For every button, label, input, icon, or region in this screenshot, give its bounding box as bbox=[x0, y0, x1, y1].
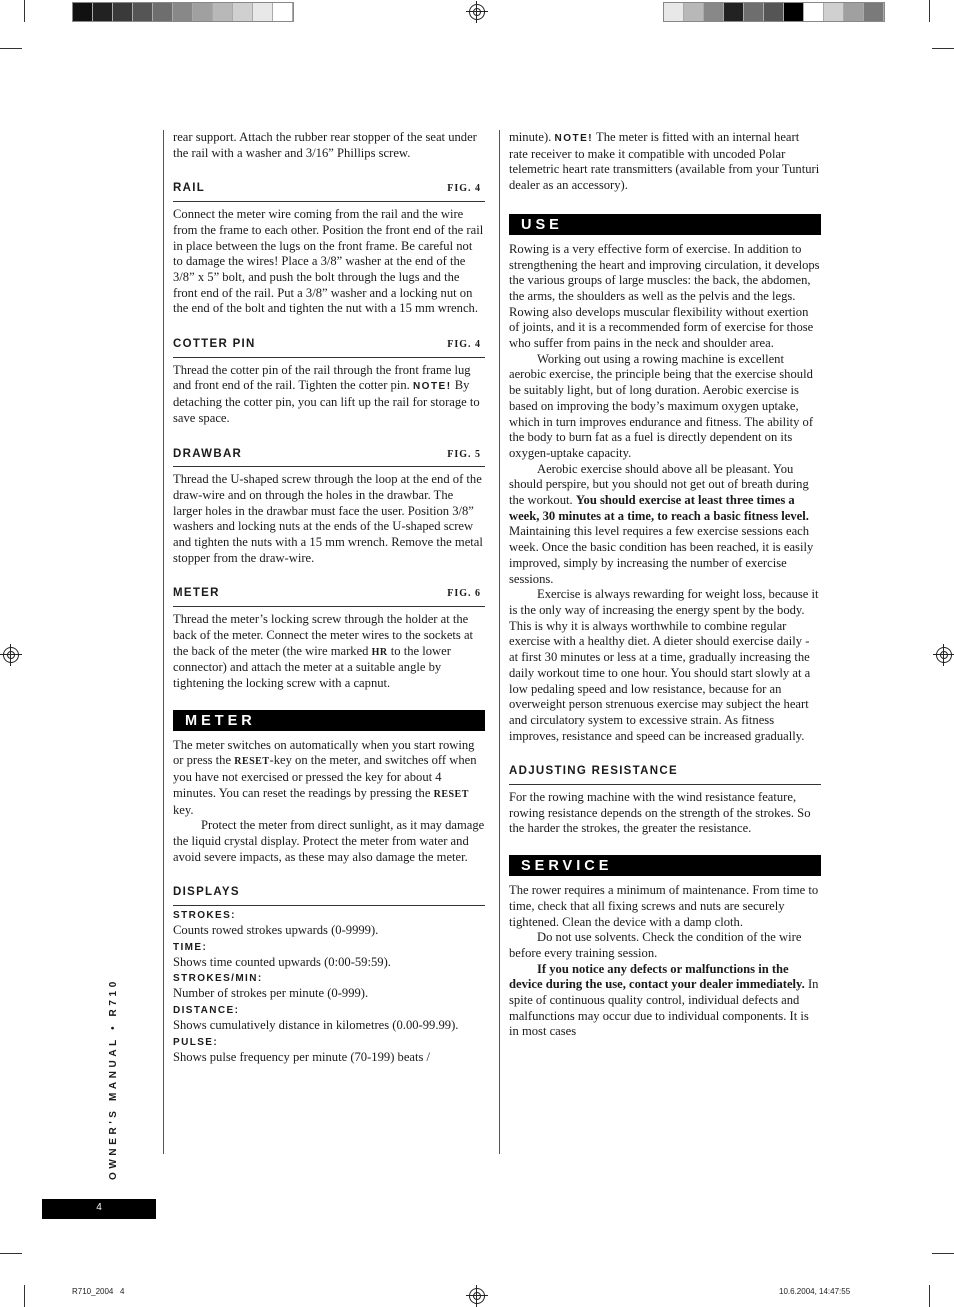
service-warning-bold: If you notice any defects or malfunctions in the device during the use, contact your dealer immediately. bbox=[509, 961, 805, 992]
cotter-pin-title: COTTER PIN bbox=[173, 338, 256, 351]
color-swatch bbox=[704, 3, 724, 21]
use-paragraph-3 bbox=[509, 462, 821, 588]
displays-heading bbox=[173, 885, 485, 906]
rail-title: RAIL bbox=[173, 182, 206, 195]
note-label: NOTE! bbox=[412, 381, 452, 393]
adjusting-resistance-title: ADJUSTING RESISTANCE bbox=[509, 765, 678, 778]
crop-mark bbox=[24, 0, 25, 22]
use-paragraph-4: Exercise is always rewarding for weight loss, because it is the only way of increasing the energy spent by the body. This is why it is always worthwhile to combine regular exercise with a healthy diet. A dieter should exercise daily - at first 30 minutes or less at a time, gradually increasing the daily workout time to one hour. You should start slowly at a low pedaling speed and low resistance, because for an overweight person strenuous exercise may subject the heart and circulatory system to excessive strain. As fitness improves, resistance and speed can be increased gradually. bbox=[509, 587, 819, 743]
page-number-box bbox=[42, 1199, 156, 1219]
color-swatch bbox=[684, 3, 704, 21]
reset-key-label: RESET bbox=[433, 788, 469, 800]
registration-mark-right-icon bbox=[936, 647, 952, 663]
display-label-strokes-min: STROKES/MIN: bbox=[173, 973, 263, 985]
note-label: NOTE! bbox=[554, 133, 594, 144]
service-text-b: In spite of continuous quality control, individual defects and malfunctions may occur due to individual components. It is in most cases bbox=[509, 977, 819, 1039]
display-text-distance: Shows cumulatively distance in kilometres (0.00-99.99). bbox=[173, 1018, 459, 1033]
intro-paragraph: rear support. Attach the rubber rear stopper of the seat under the rail with a washer and 3/16” Phillips screw. bbox=[173, 130, 477, 160]
service-paragraph-2: Do not use solvents. Check the condition of the wire before every training session. bbox=[509, 930, 802, 960]
registration-mark-left-icon bbox=[3, 647, 19, 663]
color-swatch bbox=[804, 3, 824, 21]
meter-install-paragraph bbox=[173, 612, 485, 692]
hr-label: HR bbox=[371, 646, 388, 658]
cotter-pin-text: Thread the cotter pin of the rail through the front frame lug and front end of the rail. Tighten the cotter pin. bbox=[173, 362, 471, 393]
color-swatch bbox=[724, 3, 744, 21]
meter-paragraph-2: Protect the meter from direct sunlight, as it may damage the liquid crystal display. Protect the meter from water and avoid severe impacts, as these may also damage the meter. bbox=[173, 818, 485, 864]
footer-file-label: R710_2004 4 bbox=[72, 1287, 125, 1296]
use-text-b: Maintaining this level requires a few exercise sessions each week. Once the basic condition has been reached, it is easily improved, simply by increasing the number of exercise sessions. bbox=[509, 524, 814, 586]
right-column bbox=[509, 130, 821, 1040]
color-swatch-strip-right bbox=[663, 2, 885, 22]
page-number: 4 bbox=[96, 1202, 102, 1213]
display-label-strokes: STROKES: bbox=[173, 910, 236, 922]
rail-paragraph: Connect the meter wire coming from the rail and the wire from the frame to each other. Position the front end of the rail in place between the lugs on the front frame. Be careful not to damage the wires! Place a 3/8” washer at the end of the 3/8” x 5” bolt, and push the bolt through the lugs and the front end of the rail. Put a 3/8” washer and a locking nut on the end of the bolt and tighten the nut with a 15 mm wrench. bbox=[173, 207, 484, 316]
footer-timestamp: 10.6.2004, 14:47:55 bbox=[779, 1287, 851, 1296]
display-label-pulse: PULSE: bbox=[173, 1036, 219, 1048]
meter-text-b: -key on the meter, and switches off when you have not exercised or pressed the key for about 4 minutes. You can reset the readings by pressing the bbox=[173, 753, 477, 800]
display-label-time: TIME: bbox=[173, 941, 208, 953]
owners-manual-vertical-label: OWNER'S MANUAL • R710 bbox=[108, 978, 119, 1180]
crop-mark bbox=[0, 1253, 22, 1254]
color-swatch bbox=[864, 3, 884, 21]
crop-mark bbox=[932, 1253, 954, 1254]
use-text-a: Aerobic exercise should above all be pleasant. You should perspire, but you should not get out of breath during the workout. bbox=[509, 461, 809, 508]
service-paragraph-1: The rower requires a minimum of maintenance. From time to time, check that all fixing screws and nuts are securely tightened. Clean the device with a damp cloth. bbox=[509, 883, 819, 929]
left-column bbox=[173, 130, 485, 1066]
use-recommendation-bold: You should exercise at least three times a week, 30 minutes at a time, to reach a basic fitness level. bbox=[509, 493, 809, 523]
color-swatch bbox=[784, 3, 804, 21]
meter-text-c: key. bbox=[173, 802, 194, 817]
display-label-distance: DISTANCE: bbox=[173, 1005, 240, 1017]
color-swatch bbox=[744, 3, 764, 21]
rail-fig-ref: FIG. 4 bbox=[447, 183, 481, 195]
pulse-continuation-paragraph bbox=[509, 130, 821, 194]
cotter-pin-note-text: By detaching the cotter pin, you can lift up the rail for storage to save space. bbox=[173, 378, 480, 425]
reset-key-label: RESET bbox=[234, 756, 270, 768]
color-swatch bbox=[153, 3, 173, 21]
meter-install-text-end: to the lower connector) and attach the meter at a suitable angle by tightening the locking screw with a capnut. bbox=[173, 643, 451, 690]
crop-mark bbox=[929, 0, 930, 22]
drawbar-title: DRAWBAR bbox=[173, 447, 243, 460]
color-swatch bbox=[73, 3, 93, 21]
drawbar-paragraph: Thread the U-shaped screw through the loop at the end of the draw-wire and on through the holes in the drawbar. The larger holes in the drawbar must face the user. Position 3/8” washers and locking nuts at the ends of the U-shaped screw and tighten the nuts with a 15 mm wrench. Remove the metal stopper from the draw-wire. bbox=[173, 472, 483, 565]
color-swatch-strip-left bbox=[72, 2, 294, 22]
cotter-pin-paragraph bbox=[173, 363, 485, 427]
display-text-time: Shows time counted upwards (0:00-59:59). bbox=[173, 954, 391, 969]
color-swatch bbox=[824, 3, 844, 21]
use-section-bar: USE bbox=[509, 214, 821, 235]
adjusting-resistance-paragraph: For the rowing machine with the wind resistance feature, rowing resistance depends on the strength of the strokes. So the harder the strokes, the greater the resistance. bbox=[509, 790, 811, 836]
crop-mark bbox=[24, 1285, 25, 1307]
crop-mark bbox=[929, 1285, 930, 1307]
cotter-pin-fig-ref: FIG. 4 bbox=[447, 339, 481, 351]
color-swatch bbox=[664, 3, 684, 21]
meter-install-title: METER bbox=[173, 587, 220, 600]
rail-heading bbox=[173, 181, 485, 202]
adjusting-resistance-heading bbox=[509, 764, 821, 785]
heart-rate-receiver-text: The meter is fitted with an internal heart rate receiver to make it compatible with uncoded Polar telemetric heart rate transmitters (available from your Tunturi dealer as an accessory). bbox=[509, 130, 820, 193]
cotter-pin-heading bbox=[173, 337, 485, 358]
crop-mark bbox=[0, 48, 22, 49]
displays-title: DISPLAYS bbox=[173, 886, 240, 899]
meter-text-a: The meter switches on automatically when you start rowing or press the bbox=[173, 737, 475, 768]
continuation-text: minute). bbox=[509, 130, 552, 144]
color-swatch bbox=[213, 3, 233, 21]
meter-paragraph-1 bbox=[173, 738, 485, 819]
displays-list bbox=[173, 909, 485, 1066]
display-text-strokes-min: Number of strokes per minute (0-999). bbox=[173, 986, 369, 1001]
color-swatch bbox=[233, 3, 253, 21]
color-swatch bbox=[273, 3, 293, 21]
color-swatch bbox=[113, 3, 133, 21]
drawbar-fig-ref: FIG. 5 bbox=[447, 448, 481, 460]
color-swatch bbox=[844, 3, 864, 21]
use-paragraph-1: Rowing is a very effective form of exercise. In addition to strengthening the heart and improving circulation, it develops the various groups of large muscles: the back, the abdomen, the arms, the shoulders as well as the pelvis and the legs. Rowing also develops muscular flexibility without exertion of joints, and it is a recommended form of exercise for those who suffer from pains in the neck and shoulder area. bbox=[509, 241, 820, 351]
drawbar-heading bbox=[173, 447, 485, 468]
display-text-pulse: Shows pulse frequency per minute (70-199) beats / bbox=[173, 1049, 431, 1064]
crop-mark bbox=[932, 48, 954, 49]
meter-install-text: Thread the meter’s locking screw through the holder at the back of the meter. Connect the meter wires to the sockets at the back of the meter (the wire marked bbox=[173, 612, 474, 658]
color-swatch bbox=[133, 3, 153, 21]
column-rule-left bbox=[163, 130, 164, 1154]
meter-section-bar: METER bbox=[173, 710, 485, 731]
use-paragraph-2: Working out using a rowing machine is excellent aerobic exercise, the principle being that the exercise should be suitably light, but of long duration. Aerobic exercise is based on improving the body’s maximum oxygen uptake, which in turn improves endurance and fitness. The ability of the body to burn fat as a fuel is directly dependent on its oxygen-uptake capacity. bbox=[509, 351, 814, 460]
display-text-strokes: Counts rowed strokes upwards (0-9999). bbox=[173, 923, 379, 938]
color-swatch bbox=[764, 3, 784, 21]
color-swatch bbox=[253, 3, 273, 21]
color-swatch bbox=[93, 3, 113, 21]
meter-install-heading bbox=[173, 586, 485, 607]
registration-mark-top-icon bbox=[469, 4, 485, 20]
service-section-bar: SERVICE bbox=[509, 855, 821, 876]
column-rule-middle bbox=[499, 130, 500, 1154]
color-swatch bbox=[193, 3, 213, 21]
color-swatch bbox=[173, 3, 193, 21]
service-paragraph-3 bbox=[509, 962, 821, 1041]
registration-mark-bottom-icon bbox=[469, 1288, 485, 1304]
meter-install-fig-ref: FIG. 6 bbox=[447, 588, 481, 600]
